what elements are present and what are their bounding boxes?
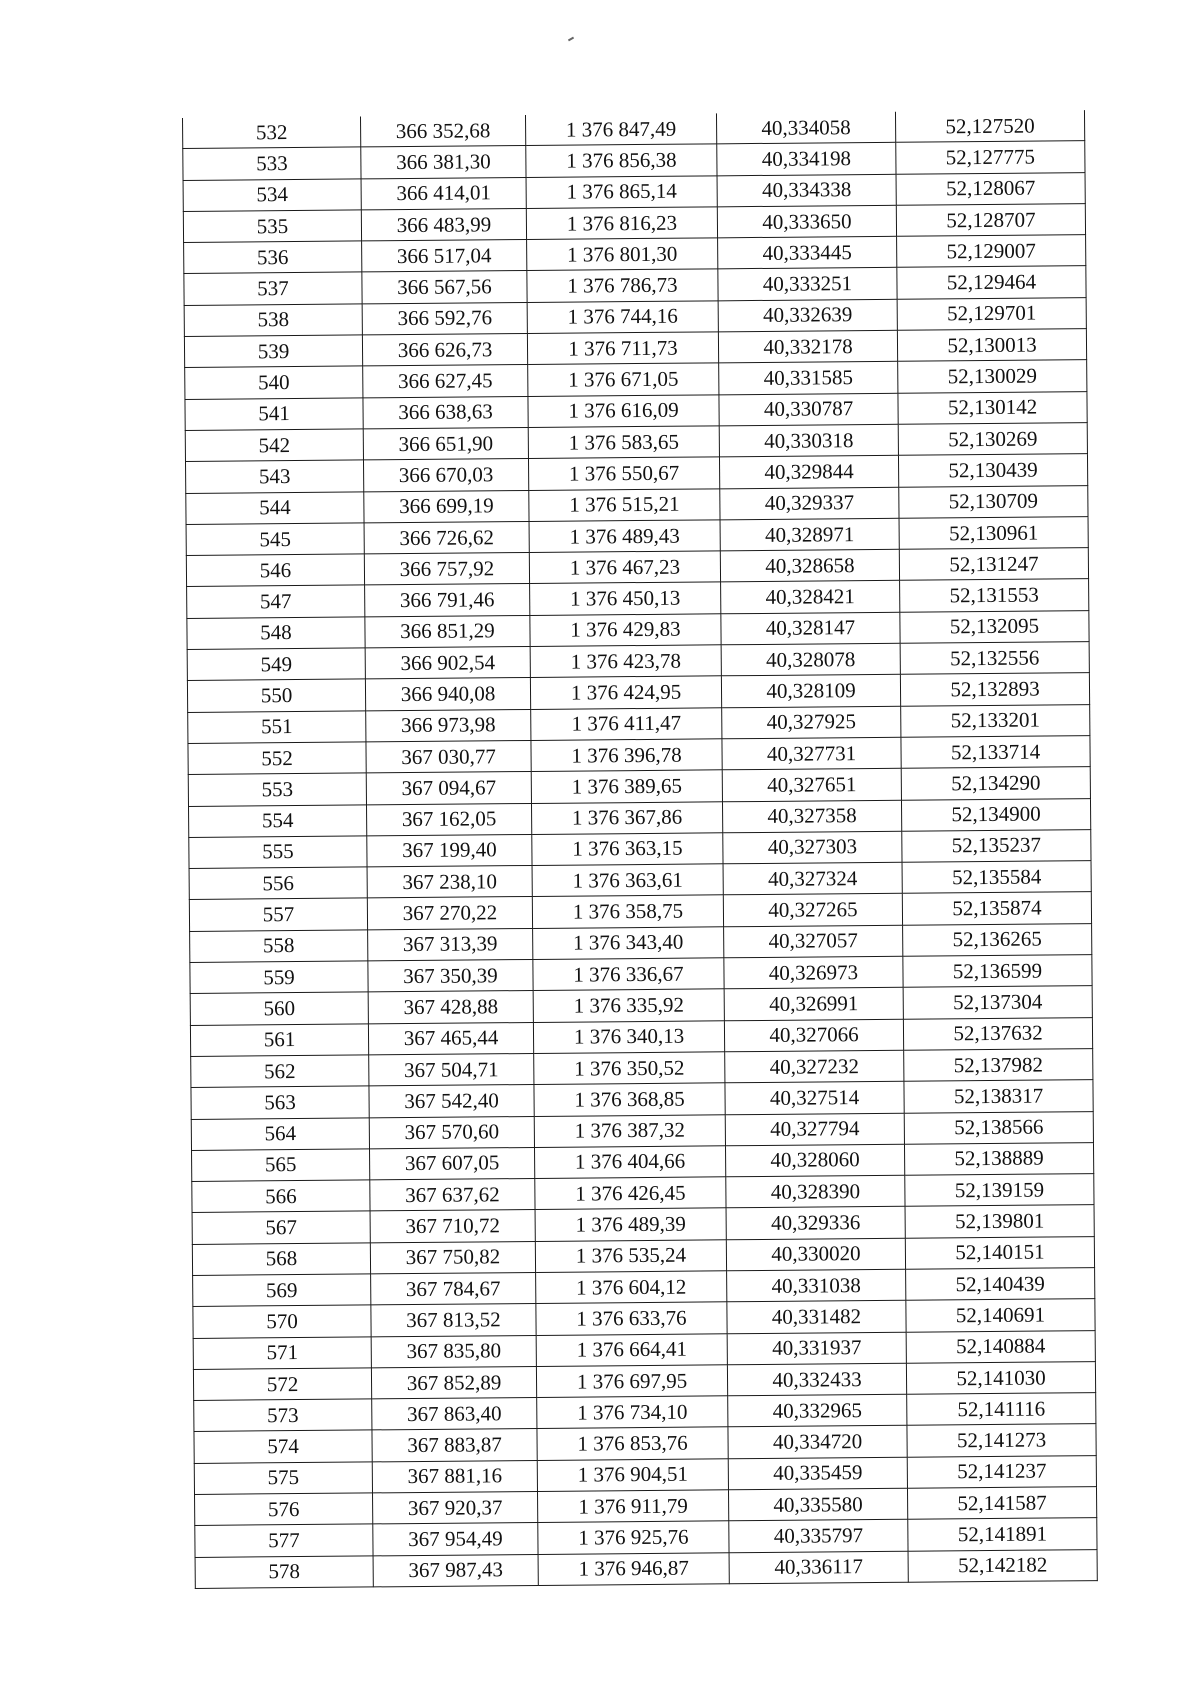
x-coordinate-cell: 366 592,76 [362,302,527,335]
point-number-cell: 553 [188,773,366,806]
latitude-cell: 52,141237 [907,1455,1096,1488]
point-number-cell: 532 [182,116,360,148]
y-coordinate-cell: 1 376 711,73 [527,332,718,365]
latitude-cell: 52,127520 [895,110,1084,142]
longitude-cell: 40,330020 [726,1238,905,1271]
y-coordinate-cell: 1 376 856,38 [526,144,717,177]
latitude-cell: 52,136599 [903,955,1092,988]
longitude-cell: 40,334198 [717,143,896,176]
longitude-cell: 40,332433 [727,1363,906,1396]
point-number-cell: 545 [186,523,364,556]
x-coordinate-cell: 366 651,90 [363,427,528,460]
longitude-cell: 40,326991 [724,988,903,1021]
longitude-cell: 40,327794 [725,1113,904,1146]
longitude-cell: 40,327358 [722,800,901,833]
y-coordinate-cell: 1 376 389,65 [531,770,722,803]
longitude-cell: 40,330318 [719,424,898,457]
latitude-cell: 52,130029 [898,360,1087,393]
longitude-cell: 40,329844 [719,456,898,489]
coordinates-table [182,110,1098,1589]
longitude-cell: 40,327514 [725,1081,904,1114]
point-number-cell: 578 [195,1556,373,1589]
point-number-cell: 550 [187,679,365,712]
latitude-cell: 52,130439 [898,454,1087,487]
point-number-cell: 537 [184,272,362,305]
x-coordinate-cell: 366 757,92 [364,553,529,586]
latitude-cell: 52,138566 [904,1111,1093,1144]
x-coordinate-cell: 367 428,88 [368,991,533,1024]
x-coordinate-cell: 367 199,40 [367,834,532,867]
y-coordinate-cell: 1 376 734,10 [537,1396,728,1429]
y-coordinate-cell: 1 376 387,32 [534,1114,725,1147]
point-number-cell: 533 [183,147,361,180]
y-coordinate-cell: 1 376 925,76 [538,1521,729,1554]
y-coordinate-cell: 1 376 363,61 [532,864,723,897]
point-number-cell: 567 [192,1211,370,1244]
longitude-cell: 40,327232 [725,1050,904,1083]
table-row [195,1549,1097,1588]
longitude-cell: 40,329337 [720,487,899,520]
x-coordinate-cell: 366 638,63 [363,396,528,429]
x-coordinate-cell: 366 726,62 [364,521,529,554]
latitude-cell: 52,127775 [896,141,1085,174]
y-coordinate-cell: 1 376 350,52 [534,1052,725,1085]
longitude-cell: 40,327066 [724,1019,903,1052]
x-coordinate-cell: 367 637,62 [370,1179,535,1212]
x-coordinate-cell: 367 094,67 [366,772,531,805]
latitude-cell: 52,130269 [898,423,1087,456]
latitude-cell: 52,136265 [903,923,1092,956]
latitude-cell: 52,129464 [897,266,1086,299]
y-coordinate-cell: 1 376 396,78 [531,739,722,772]
latitude-cell: 52,138889 [904,1142,1093,1175]
longitude-cell: 40,335580 [728,1488,907,1521]
y-coordinate-cell: 1 376 429,83 [530,614,721,647]
longitude-cell: 40,328971 [720,518,899,551]
y-coordinate-cell: 1 376 363,15 [532,833,723,866]
point-number-cell: 568 [192,1243,370,1276]
longitude-cell: 40,331038 [727,1269,906,1302]
y-coordinate-cell: 1 376 450,13 [530,582,721,615]
point-number-cell: 556 [189,867,367,900]
latitude-cell: 52,140151 [905,1236,1094,1269]
x-coordinate-cell: 367 270,22 [367,897,532,930]
y-coordinate-cell: 1 376 550,67 [528,457,719,490]
x-coordinate-cell: 367 030,77 [366,740,531,773]
point-number-cell: 572 [193,1368,371,1401]
y-coordinate-cell: 1 376 368,85 [534,1083,725,1116]
y-coordinate-cell: 1 376 671,05 [528,363,719,396]
latitude-cell: 52,133201 [901,704,1090,737]
x-coordinate-cell: 367 863,40 [372,1398,537,1431]
x-coordinate-cell: 366 902,54 [365,647,530,680]
y-coordinate-cell: 1 376 616,09 [528,394,719,427]
x-coordinate-cell: 366 851,29 [365,615,530,648]
y-coordinate-cell: 1 376 847,49 [525,113,716,145]
latitude-cell: 52,140691 [906,1299,1095,1332]
longitude-cell: 40,334338 [717,174,896,207]
point-number-cell: 555 [189,836,367,869]
y-coordinate-cell: 1 376 411,47 [531,707,722,740]
longitude-cell: 40,326973 [724,956,903,989]
point-number-cell: 575 [194,1462,372,1495]
longitude-cell: 40,331937 [727,1332,906,1365]
latitude-cell: 52,140439 [906,1268,1095,1301]
y-coordinate-cell: 1 376 904,51 [537,1459,728,1492]
x-coordinate-cell: 366 627,45 [363,365,528,398]
latitude-cell: 52,132893 [900,673,1089,706]
latitude-cell: 52,129701 [897,297,1086,330]
y-coordinate-cell: 1 376 697,95 [536,1365,727,1398]
point-number-cell: 551 [188,711,366,744]
longitude-cell: 40,328147 [721,612,900,645]
y-coordinate-cell: 1 376 489,43 [529,520,720,553]
longitude-cell: 40,329336 [726,1207,905,1240]
y-coordinate-cell: 1 376 515,21 [529,488,720,521]
point-number-cell: 569 [193,1274,371,1307]
longitude-cell: 40,334720 [728,1426,907,1459]
point-number-cell: 548 [187,617,365,650]
point-number-cell: 557 [189,898,367,931]
latitude-cell: 52,138317 [904,1080,1093,1113]
latitude-cell: 52,130709 [899,485,1088,518]
x-coordinate-cell: 366 626,73 [362,334,527,367]
latitude-cell: 52,139159 [905,1174,1094,1207]
point-number-cell: 563 [191,1086,369,1119]
point-number-cell: 546 [186,554,364,587]
point-number-cell: 552 [188,742,366,775]
latitude-cell: 52,139801 [905,1205,1094,1238]
longitude-cell: 40,333445 [718,236,897,269]
longitude-cell: 40,332639 [718,299,897,332]
x-coordinate-cell: 366 699,19 [364,490,529,523]
x-coordinate-cell: 366 483,99 [361,208,526,241]
x-coordinate-cell: 367 883,87 [372,1429,537,1462]
longitude-cell: 40,328421 [721,581,900,614]
latitude-cell: 52,141273 [907,1424,1096,1457]
y-coordinate-cell: 1 376 358,75 [532,895,723,928]
x-coordinate-cell: 366 940,08 [365,678,530,711]
point-number-cell: 570 [193,1305,371,1338]
latitude-cell: 52,129007 [897,235,1086,268]
longitude-cell: 40,327731 [722,737,901,770]
longitude-cell: 40,327057 [724,925,903,958]
y-coordinate-cell: 1 376 911,79 [537,1490,728,1523]
point-number-cell: 559 [190,961,368,994]
x-coordinate-cell: 367 570,60 [369,1116,534,1149]
longitude-cell: 40,327925 [722,706,901,739]
scan-speck [568,37,574,42]
point-number-cell: 538 [184,304,362,337]
x-coordinate-cell: 366 517,04 [362,240,527,273]
coordinates-table-container [182,110,1097,1589]
point-number-cell: 562 [191,1055,369,1088]
point-number-cell: 547 [187,585,365,618]
longitude-cell: 40,333251 [718,268,897,301]
x-coordinate-cell: 367 881,16 [372,1460,537,1493]
point-number-cell: 543 [185,460,363,493]
latitude-cell: 52,133714 [901,736,1090,769]
latitude-cell: 52,141116 [907,1393,1096,1426]
point-number-cell: 574 [194,1430,372,1463]
longitude-cell: 40,327265 [723,894,902,927]
latitude-cell: 52,141030 [906,1361,1095,1394]
longitude-cell: 40,336117 [729,1551,908,1584]
x-coordinate-cell: 367 750,82 [370,1241,535,1274]
longitude-cell: 40,332178 [718,330,897,363]
y-coordinate-cell: 1 376 489,39 [535,1208,726,1241]
x-coordinate-cell: 367 813,52 [371,1304,536,1337]
point-number-cell: 549 [187,648,365,681]
longitude-cell: 40,333650 [717,205,896,238]
y-coordinate-cell: 1 376 604,12 [536,1271,727,1304]
latitude-cell: 52,132556 [900,642,1089,675]
x-coordinate-cell: 367 313,39 [368,928,533,961]
x-coordinate-cell: 367 162,05 [366,803,531,836]
x-coordinate-cell: 366 381,30 [361,146,526,179]
y-coordinate-cell: 1 376 946,87 [538,1552,729,1585]
latitude-cell: 52,128707 [896,204,1085,237]
point-number-cell: 539 [184,335,362,368]
x-coordinate-cell: 367 504,71 [369,1053,534,1086]
y-coordinate-cell: 1 376 335,92 [533,989,724,1022]
latitude-cell: 52,135874 [902,892,1091,925]
longitude-cell: 40,327324 [723,862,902,895]
point-number-cell: 544 [186,491,364,524]
latitude-cell: 52,137304 [903,986,1092,1019]
longitude-cell: 40,332965 [728,1394,907,1427]
latitude-cell: 52,131247 [899,548,1088,581]
y-coordinate-cell: 1 376 343,40 [533,927,724,960]
y-coordinate-cell: 1 376 535,24 [535,1239,726,1272]
y-coordinate-cell: 1 376 423,78 [530,645,721,678]
point-number-cell: 577 [195,1524,373,1557]
y-coordinate-cell: 1 376 633,76 [536,1302,727,1335]
point-number-cell: 535 [183,210,361,243]
latitude-cell: 52,142182 [908,1549,1097,1582]
point-number-cell: 541 [185,398,363,431]
longitude-cell: 40,328658 [720,549,899,582]
longitude-cell: 40,331482 [727,1301,906,1334]
longitude-cell: 40,331585 [719,362,898,395]
x-coordinate-cell: 367 465,44 [368,1022,533,1055]
point-number-cell: 566 [192,1180,370,1213]
x-coordinate-cell: 367 238,10 [367,866,532,899]
y-coordinate-cell: 1 376 367,86 [531,801,722,834]
longitude-cell: 40,327303 [723,831,902,864]
x-coordinate-cell: 367 852,89 [371,1366,536,1399]
latitude-cell: 52,135584 [902,861,1091,894]
y-coordinate-cell: 1 376 583,65 [528,426,719,459]
y-coordinate-cell: 1 376 340,13 [533,1020,724,1053]
latitude-cell: 52,130961 [899,516,1088,549]
y-coordinate-cell: 1 376 336,67 [533,958,724,991]
longitude-cell: 40,330787 [719,393,898,426]
y-coordinate-cell: 1 376 404,66 [534,1146,725,1179]
latitude-cell: 52,137632 [903,1017,1092,1050]
latitude-cell: 52,134900 [901,798,1090,831]
x-coordinate-cell: 366 352,68 [360,115,525,147]
latitude-cell: 52,140884 [906,1330,1095,1363]
point-number-cell: 554 [189,804,367,837]
point-number-cell: 571 [193,1336,371,1369]
latitude-cell: 52,128067 [896,172,1085,205]
latitude-cell: 52,141891 [908,1518,1097,1551]
point-number-cell: 540 [185,366,363,399]
point-number-cell: 560 [190,992,368,1025]
longitude-cell: 40,334058 [716,112,895,144]
point-number-cell: 558 [190,930,368,963]
latitude-cell: 52,132095 [900,610,1089,643]
latitude-cell: 52,141587 [907,1487,1096,1520]
x-coordinate-cell: 367 920,37 [373,1492,538,1525]
x-coordinate-cell: 367 607,05 [370,1147,535,1180]
longitude-cell: 40,328109 [721,675,900,708]
point-number-cell: 576 [195,1493,373,1526]
latitude-cell: 52,134290 [901,767,1090,800]
latitude-cell: 52,137982 [904,1048,1093,1081]
x-coordinate-cell: 366 973,98 [366,709,531,742]
latitude-cell: 52,130142 [898,391,1087,424]
coordinates-table-body [182,110,1097,1588]
longitude-cell: 40,335797 [729,1520,908,1553]
longitude-cell: 40,328078 [721,643,900,676]
latitude-cell: 52,135237 [902,829,1091,862]
x-coordinate-cell: 367 835,80 [371,1335,536,1368]
y-coordinate-cell: 1 376 816,23 [526,207,717,240]
x-coordinate-cell: 367 350,39 [368,959,533,992]
longitude-cell: 40,335459 [728,1457,907,1490]
point-number-cell: 561 [190,1024,368,1057]
point-number-cell: 573 [194,1399,372,1432]
y-coordinate-cell: 1 376 853,76 [537,1427,728,1460]
y-coordinate-cell: 1 376 467,23 [529,551,720,584]
point-number-cell: 534 [183,179,361,212]
point-number-cell: 542 [185,429,363,462]
x-coordinate-cell: 367 542,40 [369,1085,534,1118]
x-coordinate-cell: 367 954,49 [373,1523,538,1556]
y-coordinate-cell: 1 376 664,41 [536,1333,727,1366]
point-number-cell: 564 [191,1117,369,1150]
y-coordinate-cell: 1 376 786,73 [527,269,718,302]
x-coordinate-cell: 367 710,72 [370,1210,535,1243]
longitude-cell: 40,328060 [725,1144,904,1177]
y-coordinate-cell: 1 376 865,14 [526,175,717,208]
x-coordinate-cell: 366 567,56 [362,271,527,304]
point-number-cell: 536 [184,241,362,274]
x-coordinate-cell: 366 670,03 [363,459,528,492]
y-coordinate-cell: 1 376 744,16 [527,301,718,334]
x-coordinate-cell: 366 414,01 [361,177,526,210]
x-coordinate-cell: 366 791,46 [365,584,530,617]
x-coordinate-cell: 367 987,43 [373,1554,538,1587]
x-coordinate-cell: 367 784,67 [371,1272,536,1305]
longitude-cell: 40,327651 [722,768,901,801]
latitude-cell: 52,131553 [900,579,1089,612]
latitude-cell: 52,130013 [897,329,1086,362]
y-coordinate-cell: 1 376 424,95 [530,676,721,709]
point-number-cell: 565 [192,1149,370,1182]
y-coordinate-cell: 1 376 801,30 [527,238,718,271]
y-coordinate-cell: 1 376 426,45 [535,1177,726,1210]
longitude-cell: 40,328390 [726,1175,905,1208]
